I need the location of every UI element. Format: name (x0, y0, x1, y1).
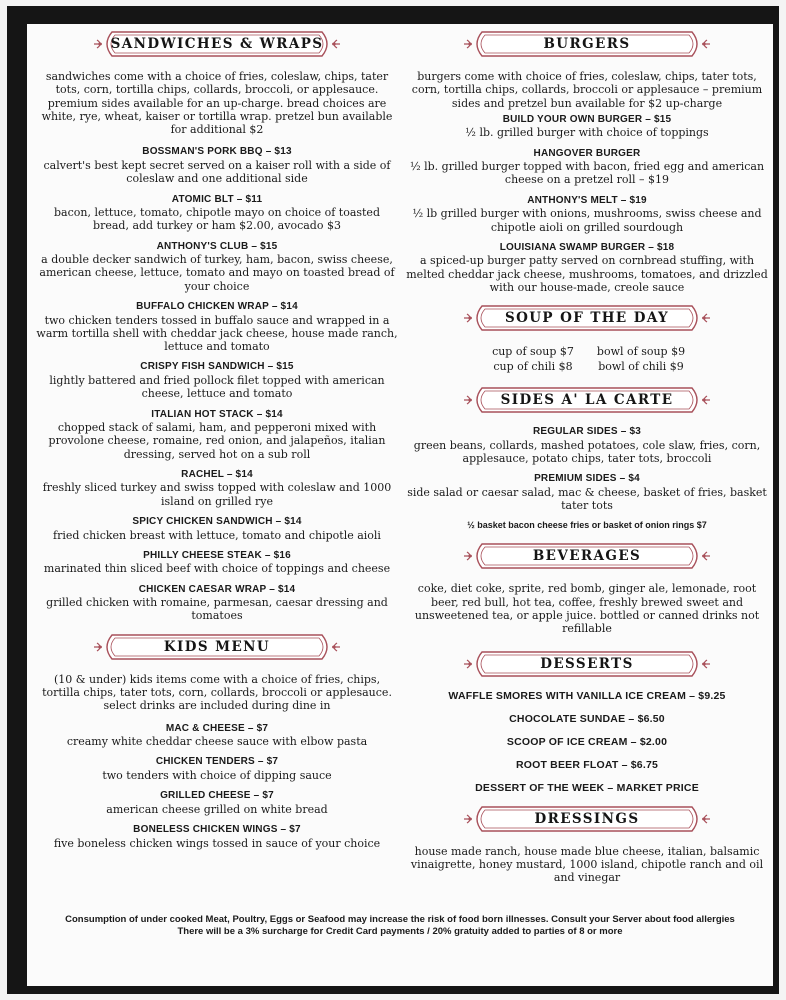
bowl-of-soup: bowl of soup $9 (596, 345, 686, 359)
burgers-description: burgers come with choice of fries, coleslaw, chips, tater tots, corn, tortilla chips, collards, broccoli or applesauce – premium sides and pretzel bun available for $2 up-charge (411, 70, 763, 110)
menu-item (35, 790, 399, 816)
item-description: chopped stack of salami, ham, and pepperoni mixed with provolone cheese, romaine, red onion, and jalapeños, italian dressing, served hot on a sub roll (48, 421, 386, 461)
dessert-item: WAFFLE SMORES WITH VANILLA ICE CREAM – $9.25 (448, 689, 726, 702)
item-name: HANGOVER BURGER (533, 147, 641, 159)
menu-item (35, 301, 399, 353)
dressings-title: DRESSINGS (534, 810, 640, 827)
item-description: ½ lb. grilled burger topped with bacon, fried egg and american cheese on a pretzel roll – $19 (409, 160, 765, 187)
food-safety-notice: Consumption of under cooked Meat, Poultry, Eggs or Seafood may increase the risk of food born illnesses. Consult your Server about food allergies (65, 914, 735, 925)
menu-item (35, 146, 399, 185)
item-name: PREMIUM SIDES – $4 (534, 473, 640, 485)
dessert-item: SCOOP OF ICE CREAM – $2.00 (506, 735, 668, 748)
item-name: ATOMIC BLT – $11 (171, 193, 263, 205)
beverages-title: BEVERAGES (532, 548, 642, 565)
item-name: ANTHONY'S MELT – $19 (527, 194, 647, 206)
item-description: american cheese grilled on white bread (106, 802, 328, 816)
menu-item (405, 242, 769, 294)
item-name: LOUISIANA SWAMP BURGER – $18 (499, 241, 675, 253)
beverages-description: coke, diet coke, sprite, red bomb, ginger ale, lemonade, root beer, red bull, hot tea, coffee, freshly brewed sweet and unsweetened tea, or apple juice. bottled or canned drinks not refillable (414, 582, 760, 636)
item-name: GRILLED CHEESE – $7 (160, 790, 274, 802)
menu-item (35, 550, 399, 576)
cup-of-chili: cup of chili $8 (493, 360, 573, 374)
item-description: calvert's best kept secret served on a kaiser roll with a side of coleslaw and one additional side (43, 158, 391, 186)
soup-prices (405, 344, 769, 374)
menu-item (35, 516, 399, 542)
dessert-item: DESSERT OF THE WEEK – MARKET PRICE (475, 781, 699, 794)
menu-item (35, 409, 399, 461)
item-name: REGULAR SIDES – $3 (532, 426, 642, 438)
menu-frame (7, 6, 779, 994)
item-description: grilled chicken with romaine, parmesan, caesar dressing and tomatoes (46, 596, 388, 623)
sandwiches-description: sandwiches come with a choice of fries, coleslaw, chips, tater tots, corn, tortilla chips, collards, broccoli, or applesauce. premium sides available for an up-charge. bread choices are white, rye, wheat, kaiser or tortilla wrap. pretzel bun available for additional $2 (41, 70, 393, 137)
item-description: creamy white cheddar cheese sauce with elbow pasta (66, 735, 368, 749)
sides-title: SIDES A' LA CARTE (500, 392, 674, 409)
right-column (405, 30, 769, 895)
menu-item (35, 194, 399, 233)
item-description: two tenders with choice of dipping sauce (102, 768, 332, 782)
beverages-banner (464, 542, 710, 570)
menu-item (405, 426, 769, 465)
soup-banner (464, 304, 710, 332)
menu-item (405, 195, 769, 234)
menu-item (405, 148, 769, 187)
item-name: BOSSMAN'S PORK BBQ – $13 (142, 146, 292, 158)
surcharge-notice: There will be a 3% surcharge for Credit Card payments / 20% gratuity added to parties of 8 or more (177, 926, 623, 937)
kids-description: (10 & under) kids items come with a choice of fries, chips, tortilla chips, tater tots, corn, collards, broccoli or applesauce. select drinks are included during dine in (42, 672, 392, 713)
sandwiches-title: SANDWICHES & WRAPS (110, 36, 324, 52)
item-name: BONELESS CHICKEN WINGS – $7 (133, 824, 301, 835)
menu-item (405, 473, 769, 512)
item-description: fried chicken breast with lettuce, tomato and chipotle aioli (53, 528, 381, 542)
desserts-banner (464, 650, 710, 678)
item-name: BUFFALO CHICKEN WRAP – $14 (136, 301, 298, 313)
item-description: ½ lb. grilled burger with choice of toppings (465, 126, 709, 140)
item-name: SPICY CHICKEN SANDWICH – $14 (132, 516, 302, 528)
item-description: ½ lb grilled burger with onions, mushrooms, swiss cheese and chipotle aioli on grilled sourdough (412, 207, 762, 234)
item-name: ITALIAN HOT STACK – $14 (151, 408, 283, 420)
kids-title: KIDS MENU (163, 638, 271, 655)
item-name: CHICKEN CAESAR WRAP – $14 (138, 583, 296, 595)
menu-item (35, 723, 399, 749)
item-name: PHILLY CHEESE STEAK – $16 (143, 549, 291, 561)
dressings-banner (464, 805, 710, 833)
burgers-title: BURGERS (543, 36, 631, 52)
item-description: a double decker sandwich of turkey, ham, bacon, swiss cheese, american cheese, lettuce, tomato and mayo on toasted bread of your choice (39, 253, 395, 293)
soup-title: SOUP OF THE DAY (504, 310, 670, 327)
footer-disclaimer (27, 914, 773, 938)
menu-item (35, 241, 399, 293)
item-description: freshly sliced turkey and swiss topped with coleslaw and 1000 island on grilled rye (42, 481, 392, 508)
kids-banner (94, 633, 340, 661)
item-description: a spiced-up burger patty served on cornbread stuffing, with melted cheddar jack cheese, mushrooms, tomatoes, and drizzled with our house-made, creole sauce (406, 254, 768, 294)
sides-banner (464, 386, 710, 414)
item-name: ANTHONY'S CLUB – $15 (156, 240, 278, 252)
menu-item (35, 361, 399, 400)
item-description: green beans, collards, mashed potatoes, cole slaw, fries, corn, applesauce, potato chips, tater tots, broccoli (413, 438, 761, 466)
burgers-banner (464, 30, 710, 58)
item-description: bacon, lettuce, tomato, chipotle mayo on choice of toasted bread, add turkey or ham $2.00, avocado $3 (53, 206, 380, 233)
left-column (35, 30, 399, 858)
menu-page (27, 24, 773, 986)
item-name: CRISPY FISH SANDWICH – $15 (140, 361, 294, 373)
menu-item (35, 824, 399, 850)
menu-item (35, 469, 399, 508)
cup-of-soup: cup of soup $7 (492, 345, 574, 359)
dressings-description: house made ranch, house made blue cheese, italian, balsamic vinaigrette, honey mustard, 1000 island, chipotle ranch and oil and vinegar (410, 844, 764, 885)
dessert-item: ROOT BEER FLOAT – $6.75 (515, 758, 659, 771)
item-description: lightly battered and fried pollock filet topped with american cheese, lettuce and tomato (49, 373, 385, 401)
item-name: BUILD YOUR OWN BURGER – $15 (502, 113, 672, 125)
item-description: marinated thin sliced beef with choice of toppings and cheese (43, 562, 391, 576)
bowl-of-chili: bowl of chili $9 (598, 360, 684, 374)
dessert-item: CHOCOLATE SUNDAE – $6.50 (509, 712, 665, 725)
menu-item (35, 756, 399, 782)
sandwiches-banner (94, 30, 340, 58)
menu-item (35, 584, 399, 623)
item-name: RACHEL – $14 (181, 468, 253, 480)
menu-item (405, 114, 769, 140)
item-name: MAC & CHEESE – $7 (165, 722, 269, 734)
item-name: CHICKEN TENDERS – $7 (155, 756, 279, 768)
item-description: two chicken tenders tossed in buffalo sauce and wrapped in a warm tortilla shell with cheddar jack cheese, house made ranch, lettuce and tomato (36, 313, 398, 354)
desserts-title: DESSERTS (540, 655, 634, 672)
item-description: side salad or caesar salad, mac & cheese, basket of fries, basket tater tots (407, 485, 767, 513)
sides-note: ½ basket bacon cheese fries or basket of onion rings $7 (467, 520, 707, 531)
item-description: five boneless chicken wings tossed in sauce of your choice (53, 836, 381, 850)
